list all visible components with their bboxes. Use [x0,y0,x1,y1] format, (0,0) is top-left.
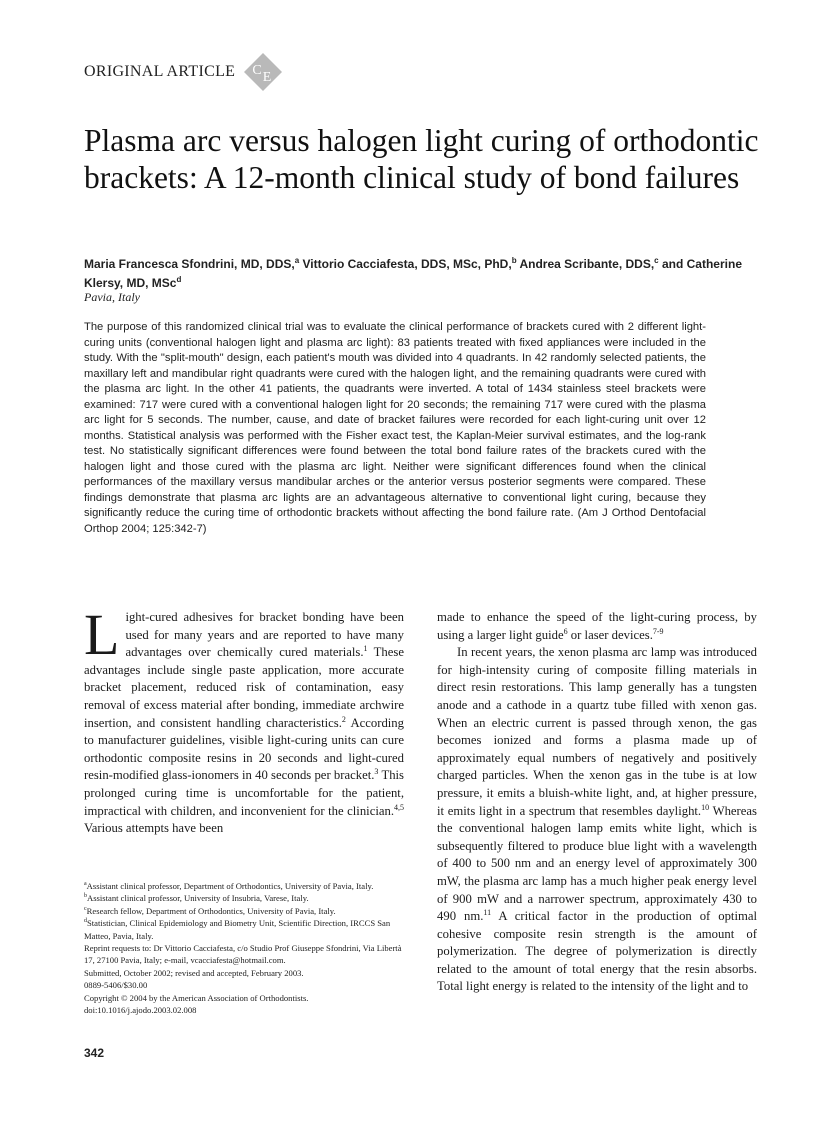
citation-ref: 3 [374,767,379,777]
page-number: 342 [84,1046,105,1060]
author-affiliation-mark: b [511,256,517,265]
author-name: Vittorio Cacciafesta, DDS, MSc, PhD, [302,257,512,271]
body-paragraph: In recent years, the xenon plasma arc lamp was introduced for high-intensity curing of composite filling materials in direct resin restorations. This lamp generally has a tungsten anode and a cathode in a quartz tube filled with xenon gas. When an electric current is passed through xenon, the gas becomes ionized and forms a plasma made up of approximately equal numbers of negatively and positively charged particles. When the xenon gas in the tube is at low pressure, it emits a bluish-white light, and, at higher pressure, it emits light in a spectrum that resembles daylight.$^{10}$ Whereas the conventional halogen lamp emits white light, which is subsequently filtered to produce blue light with a wavelength of 400 to 500 nm and an energy level of approximately 300 mW, the plasma arc lamp has a much higher peak energy level of 900 mW and a narrower spectrum, approximately 430 to 490 nm.$^{11}$ A critical factor in the production of optimal cohesive composite resin strength is the amount of polymerization. The degree of polymerization is directly related to the amount of total energy that the resin absorbs. Total light energy is related to the intensity of the light and to [437,645,758,994]
citation-ref: 1 [363,643,368,653]
author-list [84,255,764,293]
section-label: ORIGINAL ARTICLE [84,63,236,80]
citation-ref: 2 [341,714,346,724]
body-column-left [84,602,404,838]
footnote-mark: d [84,918,87,925]
footnote: $^d$Statistician, Clinical Epidemiology and Biometry Unit, Scientific Direction, IRCCS San Matteo, Pavia, Italy. [84,918,391,941]
body-paragraph: made to enhance the speed of the light-curing process, by using a larger light guide$^6$ or laser devices.$^{7-9}$ [437,610,757,642]
author-affiliation-mark: c [654,256,659,265]
footnote: Reprint requests to: Dr Vittorio Cacciafesta, c/o Studio Prof Giuseppe Sfondrini, Via Libertà 17, 27100 Pavia, Italy; e-mail, vcacciafesta@hotmail.com. [84,943,402,966]
footnote-mark: b [84,893,87,900]
drop-cap: L [84,602,120,667]
logo-letter-e: E [262,70,272,85]
logo-letter-c: C [252,63,262,78]
citation-ref: 4,5 [394,802,404,812]
author-joiner: and [658,257,684,271]
body-paragraph: Light-cured adhesives for bracket bonding have been used for many years and are reported to have many advantages over chemically cured materials.$^1$ These advantages include single paste application, more accurate bracket placement, reduced risk of contamination, easy removal of excess material after bonding, immediate archwire insertion, and consistent handling characteristics.$^2$ According to manufacturer guidelines, visible light-curing units can cure orthodontic composite resins in 20 seconds and light-cured resin-modified glass-ionomers in 40 seconds per bracket.$^3$ This prolonged curing time is uncomfortable for the patient, impractical with children, and inconvenient for the clinician.$^{4,5}$ Various attempts have been [84,602,404,836]
author-name: Maria Francesca Sfondrini, MD, DDS, [84,257,295,271]
author-name: Catherine Klersy, MD, MSc [84,257,742,290]
footnote: $^c$Research fellow, Department of Orthodontics, University of Pavia, Italy. [84,905,336,916]
article-header [84,52,283,92]
footnote: 0889-5406/$30.00 [84,980,148,991]
citation-ref: 11 [483,907,492,917]
citation-ref: 10 [701,802,710,812]
author-affiliation-mark: a [294,256,300,265]
author-name: Andrea Scribante, DDS, [519,257,655,271]
footnote: $^a$Assistant clinical professor, Department of Orthodontics, University of Pavia, Italy. [84,881,374,891]
article-title: Plasma arc versus halogen light curing of orthodontic brackets: A 12-month clinical study of bond failures [84,123,759,195]
footnote: Copyright © 2004 by the American Association of Orthodontists. [84,992,309,1003]
affiliation: Pavia, Italy [84,290,140,304]
ce-diamond-icon [243,52,283,92]
footnote: Submitted, October 2002; revised and accepted, February 2003. [84,967,304,978]
citation-ref: 7-9 [652,626,664,636]
abstract: The purpose of this randomized clinical trial was to evaluate the clinical performance of brackets cured with 2 different light-curing units (conventional halogen light and plasma arc light): 83 patients treated with fixed appliances were included in the study. With the "split-mouth" design, each patient's mouth was divided into 4 quadrants. In 42 randomly selected patients, the maxillary left and mandibular right quadrants were cured with the halogen light, and the remaining quadrants were cured with the plasma arc light. In the other 41 patients, the quadrants were inverted. A total of 1434 stainless steel brackets were examined: 717 were cured with a conventional halogen light for 20 seconds; the remaining 717 were cured with the plasma arc light for 5 seconds. The number, cause, and date of bracket failures were recorded for each light-curing unit over 12 months. Statistical analysis was performed with the Fisher exact test, the Kaplan-Meier survival estimates, and the log-rank test. No statistically significant differences were found between the total bond failure rates of the brackets cured with the halogen light and those cured with the plasma arc light. Neither were significant differences found when the clinical performances of the maxillary versus mandibular arches or the anterior versus posterior segments were compared. These findings demonstrate that plasma arc lights are an advantageous alternative to conventional light curing, because they significantly reduce the curing time of orthodontic brackets without affecting the bond failure rate. (Am J Orthod Dentofacial Orthop 2004; 125:342-7) [84,321,706,535]
footnote-mark: c [84,905,87,912]
citation-ref: 6 [563,626,568,636]
body-column-right [437,609,757,996]
footnotes [84,880,404,1016]
footnote: $^b$Assistant clinical professor, University of Insubria, Varese, Italy. [84,893,309,904]
author-affiliation-mark: d [176,275,182,284]
footnote-mark: a [84,881,87,888]
footnote: doi:10.1016/j.ajodo.2003.02.008 [84,1005,197,1016]
